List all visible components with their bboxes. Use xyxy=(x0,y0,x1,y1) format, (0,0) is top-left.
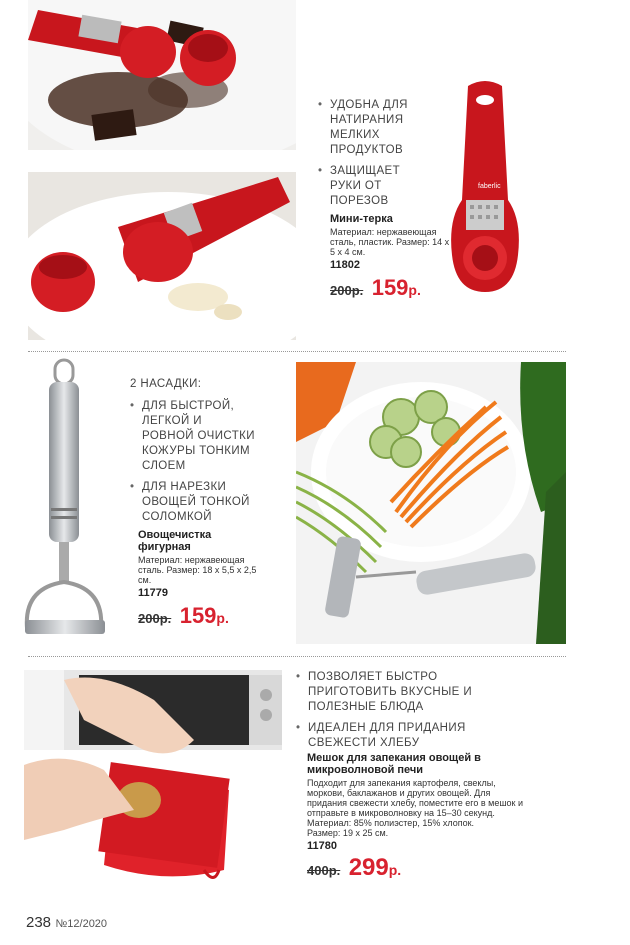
photo-grater-garlic xyxy=(28,172,296,340)
product-code: 11779 xyxy=(138,587,168,599)
page-footer xyxy=(26,914,107,932)
product-info-peeler xyxy=(138,529,258,629)
section-divider xyxy=(28,351,566,352)
photo-peeler-vegetables xyxy=(296,362,566,644)
feature-item: • ДЛЯ НАРЕЗКИ ОВОЩЕЙ ТОНКОЙ СОЛОМКОЙ xyxy=(130,480,255,525)
product-info-bag xyxy=(307,752,525,882)
old-price: 400р. xyxy=(307,863,341,878)
product-code: 11802 xyxy=(330,259,360,271)
old-price: 200р. xyxy=(330,283,364,298)
new-price: 159р. xyxy=(371,275,421,300)
photo-grater-chocolate xyxy=(28,0,296,150)
features-list-peeler xyxy=(130,399,255,531)
feature-item: • УДОБНА ДЛЯ НАТИРАНИЯ МЕЛКИХ ПРОДУКТОВ xyxy=(318,98,428,158)
page-number: 238 xyxy=(26,914,52,931)
product-size: Размер: 19 х 25 см. xyxy=(307,828,389,838)
brand-logo: faberlic xyxy=(478,183,501,190)
product-code: 11780 xyxy=(307,840,337,852)
product-material: Материал: 85% полиэстер, 15% хлопок. xyxy=(307,818,475,828)
product-description: Материал: нержавеющая сталь, пластик. Размер: 14 х 5 х 4 см. xyxy=(330,227,450,257)
product-description: Подходит для запекания картофеля, свеклы, моркови, баклажанов и других овощей. Для придания свежести хлебу, поместите его в мешок и отправьте в микроволновку на 15–30 секунд. xyxy=(307,778,524,818)
product-name: Овощечистка фигурная xyxy=(138,529,212,553)
new-price: 159р. xyxy=(179,603,229,628)
section-divider xyxy=(28,656,566,657)
new-price: 299р. xyxy=(348,854,402,881)
feature-item: • ИДЕАЛЕН ДЛЯ ПРИДАНИЯ СВЕЖЕСТИ ХЛЕБУ xyxy=(296,721,524,751)
product-image-grater xyxy=(448,80,522,295)
issue-number: №12/2020 xyxy=(55,918,108,930)
section-heading: 2 НАСАДКИ: xyxy=(130,378,202,390)
old-price: 200р. xyxy=(138,611,172,626)
product-name: Мини-терка xyxy=(330,213,393,225)
photo-microwave-bag xyxy=(24,670,282,888)
features-list-bag xyxy=(296,670,524,757)
product-image-peeler xyxy=(22,358,108,648)
feature-item: • ПОЗВОЛЯЕТ БЫСТРО ПРИГОТОВИТЬ ВКУСНЫЕ И ПОЛЕЗНЫЕ БЛЮДА xyxy=(296,670,524,715)
feature-item: • ЗАЩИЩАЕТ РУКИ ОТ ПОРЕЗОВ xyxy=(318,164,428,209)
product-description: Материал: нержавеющая сталь. Размер: 18 х 5,5 х 2,5 см. xyxy=(138,555,257,585)
product-name: Мешок для запекания овощей в микроволновой печи xyxy=(307,752,481,776)
feature-item: • ДЛЯ БЫСТРОЙ, ЛЕГКОЙ И РОВНОЙ ОЧИСТКИ КОЖУРЫ ТОНКИМ СЛОЕМ xyxy=(130,399,255,474)
product-info-grater xyxy=(330,213,450,301)
features-list-grater xyxy=(318,98,428,215)
